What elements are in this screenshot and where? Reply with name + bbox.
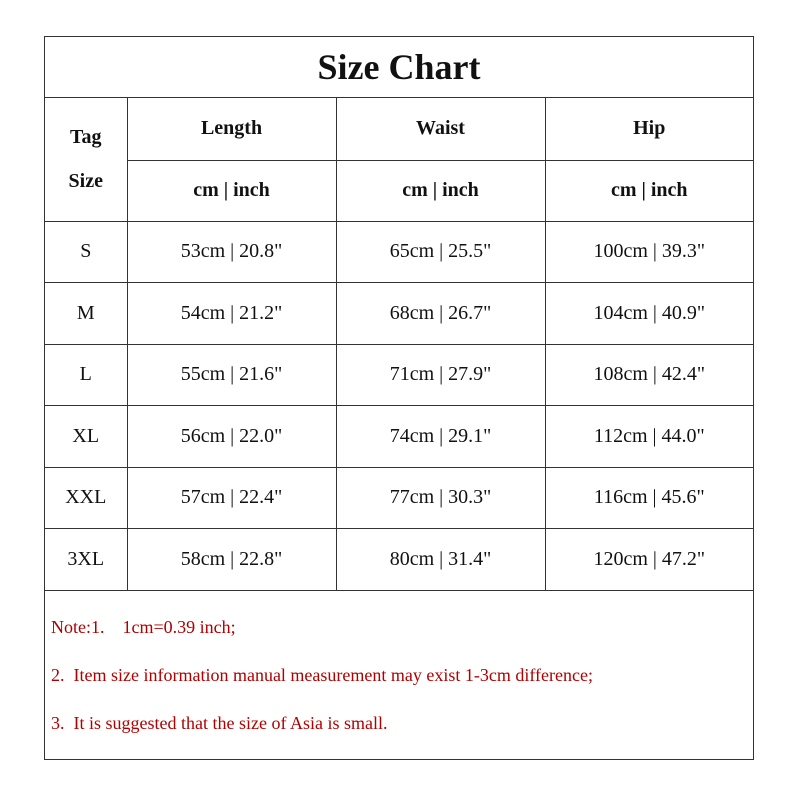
hip-cell: 100cm | 39.3" xyxy=(545,221,753,282)
waist-units: cm | inch xyxy=(336,160,545,221)
length-cell: 57cm | 22.4" xyxy=(127,467,336,528)
tag-size-header xyxy=(45,98,127,221)
length-header: Length xyxy=(127,98,336,160)
waist-cell: 74cm | 29.1" xyxy=(336,405,545,467)
units-row xyxy=(45,160,753,221)
length-units: cm | inch xyxy=(127,160,336,221)
waist-cell: 77cm | 30.3" xyxy=(336,467,545,528)
waist-cell: 68cm | 26.7" xyxy=(336,282,545,344)
chart-title: Size Chart xyxy=(45,37,753,98)
waist-cell: 65cm | 25.5" xyxy=(336,221,545,282)
hip-cell: 116cm | 45.6" xyxy=(545,467,753,528)
header-row xyxy=(45,98,753,160)
size-cell: 3XL xyxy=(45,528,127,590)
length-cell: 54cm | 21.2" xyxy=(127,282,336,344)
size-table xyxy=(45,98,753,591)
size-cell: XXL xyxy=(45,467,127,528)
note-3: 3. It is suggested that the size of Asia is small. xyxy=(51,713,388,733)
table-row xyxy=(45,221,753,282)
waist-cell: 71cm | 27.9" xyxy=(336,344,545,405)
note-1: Note:1. 1cm=0.39 inch; xyxy=(51,617,236,637)
hip-cell: 112cm | 44.0" xyxy=(545,405,753,467)
hip-cell: 120cm | 47.2" xyxy=(545,528,753,590)
hip-units: cm | inch xyxy=(545,160,753,221)
waist-header: Waist xyxy=(336,98,545,160)
tag-label: Tag xyxy=(69,126,102,149)
table-row xyxy=(45,467,753,528)
hip-header: Hip xyxy=(545,98,753,160)
size-label: Size xyxy=(68,170,103,193)
table-row xyxy=(45,344,753,405)
length-cell: 53cm | 20.8" xyxy=(127,221,336,282)
table-row xyxy=(45,528,753,590)
length-cell: 58cm | 22.8" xyxy=(127,528,336,590)
size-cell: L xyxy=(45,344,127,405)
length-cell: 56cm | 22.0" xyxy=(127,405,336,467)
size-cell: S xyxy=(45,221,127,282)
note-2: 2. Item size information manual measurement may exist 1-3cm difference; xyxy=(51,665,593,685)
notes-section xyxy=(45,590,753,760)
size-cell: M xyxy=(45,282,127,344)
hip-cell: 108cm | 42.4" xyxy=(545,344,753,405)
length-cell: 55cm | 21.6" xyxy=(127,344,336,405)
table-row xyxy=(45,282,753,344)
size-cell: XL xyxy=(45,405,127,467)
size-chart xyxy=(44,36,754,760)
waist-cell: 80cm | 31.4" xyxy=(336,528,545,590)
hip-cell: 104cm | 40.9" xyxy=(545,282,753,344)
table-row xyxy=(45,405,753,467)
